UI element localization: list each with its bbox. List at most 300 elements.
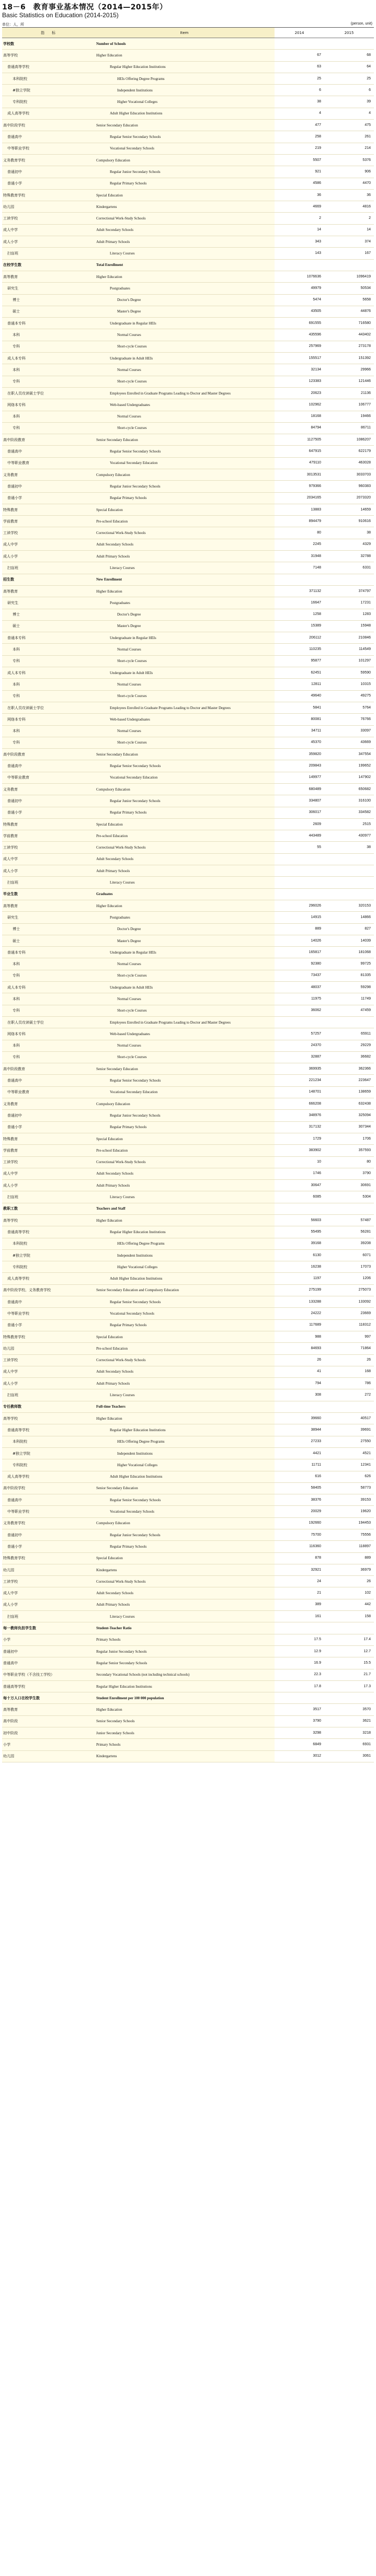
value-2015: 475 bbox=[324, 120, 374, 131]
header-year-2015: 2015 bbox=[324, 28, 374, 38]
row-label-chinese: 博士 bbox=[2, 923, 94, 935]
value-2015: 25 bbox=[324, 73, 374, 84]
table-row bbox=[2, 760, 374, 772]
value-2015: 19466 bbox=[324, 411, 374, 422]
value-2015: 23669 bbox=[324, 1308, 374, 1319]
row-label-english: Primary Schools bbox=[94, 1634, 275, 1645]
value-2014: 55495 bbox=[275, 1226, 324, 1238]
value-2015 bbox=[324, 1622, 374, 1634]
table-row bbox=[2, 1086, 374, 1098]
row-label-chinese: 普通初中 bbox=[2, 1645, 94, 1657]
row-label-english: Adult Primary Schools bbox=[94, 1599, 275, 1610]
row-label-chinese: 普通高等学校 bbox=[2, 1680, 94, 1692]
value-2014: 55 bbox=[275, 842, 324, 853]
row-label-english: Regular Senior Secondary Schools bbox=[94, 131, 275, 143]
value-2015: 5658 bbox=[324, 294, 374, 306]
row-label-chinese: 每一教师负担学生数 bbox=[2, 1622, 94, 1634]
row-label-chinese: 扫盲班 bbox=[2, 1191, 94, 1203]
row-label-chinese: 幼儿园 bbox=[2, 1564, 94, 1575]
table-row bbox=[2, 1145, 374, 1156]
row-label-english: Higher Education bbox=[94, 1704, 275, 1715]
value-2015: 64 bbox=[324, 61, 374, 73]
value-2015: 5304 bbox=[324, 1191, 374, 1203]
table-row bbox=[2, 702, 374, 713]
value-2015: 3061 bbox=[324, 1750, 374, 1762]
table-row bbox=[2, 1599, 374, 1610]
table-row bbox=[2, 1238, 374, 1249]
page-title-chinese: 18－6 教育事业基本情况（2014—2015年） bbox=[2, 3, 167, 11]
table-row bbox=[2, 1296, 374, 1308]
row-label-chinese: 义务教育 bbox=[2, 784, 94, 795]
table-row bbox=[2, 1645, 374, 1657]
value-2014: 24 bbox=[275, 1576, 324, 1587]
value-2014: 32134 bbox=[275, 364, 324, 376]
table-row bbox=[2, 120, 374, 131]
value-2014: 317132 bbox=[275, 1121, 324, 1133]
table-row bbox=[2, 1657, 374, 1669]
value-2014: 80081 bbox=[275, 714, 324, 725]
value-2015 bbox=[324, 1203, 374, 1214]
value-2014: 7148 bbox=[275, 562, 324, 574]
row-label-english: Regular Primary Schools bbox=[94, 1121, 275, 1133]
table-row bbox=[2, 690, 374, 702]
row-label-chinese: 成人中学 bbox=[2, 539, 94, 550]
row-label-english: Short-cycle Courses bbox=[94, 1005, 275, 1016]
value-2015: 650682 bbox=[324, 784, 374, 795]
value-2014: 12.9 bbox=[275, 1645, 324, 1657]
table-row bbox=[2, 772, 374, 783]
value-2014: 11975 bbox=[275, 993, 324, 1005]
value-2014: 31948 bbox=[275, 551, 324, 562]
table-row bbox=[2, 283, 374, 294]
row-label-chinese: 本科 bbox=[2, 958, 94, 970]
row-label-chinese: 成人小学 bbox=[2, 551, 94, 562]
value-2014: 306017 bbox=[275, 807, 324, 818]
value-2014: 616 bbox=[275, 1471, 324, 1482]
value-2014 bbox=[275, 259, 324, 271]
row-label-english: Regular Junior Secondary Schools bbox=[94, 1110, 275, 1121]
value-2014 bbox=[275, 1622, 324, 1634]
unit-label-english: (person, unit) bbox=[350, 22, 372, 26]
value-2015: 68 bbox=[324, 50, 374, 61]
row-label-chinese: #独立学院 bbox=[2, 1447, 94, 1459]
value-2015: 320153 bbox=[324, 900, 374, 911]
row-label-chinese: 成人中学 bbox=[2, 224, 94, 236]
row-label-english: Doctor's Degree bbox=[94, 294, 275, 306]
value-2014: 11711 bbox=[275, 1459, 324, 1471]
table-row bbox=[2, 620, 374, 632]
row-label-chinese: 成人高等学校 bbox=[2, 1471, 94, 1482]
value-2014: 49640 bbox=[275, 690, 324, 702]
value-2015 bbox=[324, 877, 374, 888]
row-label-english: Compulsory Education bbox=[94, 154, 275, 166]
row-label-english: Regular Junior Secondary Schools bbox=[94, 795, 275, 807]
value-2014: 4669 bbox=[275, 201, 324, 213]
table-row bbox=[2, 1739, 374, 1750]
table-row bbox=[2, 1040, 374, 1051]
row-label-english: Special Education bbox=[94, 1552, 275, 1564]
value-2014: 102962 bbox=[275, 399, 324, 411]
row-label-chinese: 高等教育 bbox=[2, 1704, 94, 1715]
row-label-english: Primary Schools bbox=[94, 1739, 275, 1750]
row-label-chinese: 高中阶段教育 bbox=[2, 1063, 94, 1075]
value-2015: 307344 bbox=[324, 1121, 374, 1133]
value-2015: 210846 bbox=[324, 632, 374, 644]
row-label-chinese: 研究生 bbox=[2, 912, 94, 923]
value-2014: 45370 bbox=[275, 737, 324, 748]
row-label-english: Correctional Work-Study Schools bbox=[94, 1156, 275, 1168]
value-2015: 181068 bbox=[324, 947, 374, 958]
value-2015: 47459 bbox=[324, 1005, 374, 1016]
value-2014: 80 bbox=[275, 527, 324, 539]
value-2015: 827 bbox=[324, 923, 374, 935]
row-label-chinese: #独立学院 bbox=[2, 85, 94, 96]
row-label-english: Web-based Undergraduates bbox=[94, 1028, 275, 1040]
row-label-english: Normal Courses bbox=[94, 679, 275, 690]
table-row bbox=[2, 1611, 374, 1622]
row-label-chinese: 专科 bbox=[2, 737, 94, 748]
row-label-chinese: 在校学生数 bbox=[2, 259, 94, 271]
value-2014: 30647 bbox=[275, 1180, 324, 1191]
table-row bbox=[2, 201, 374, 213]
row-label-english: Short-cycle Courses bbox=[94, 655, 275, 667]
table-row bbox=[2, 411, 374, 422]
value-2015: 15948 bbox=[324, 620, 374, 632]
value-2014: 13883 bbox=[275, 504, 324, 515]
table-row bbox=[2, 1389, 374, 1401]
value-2015: 4 bbox=[324, 108, 374, 119]
row-label-chinese: 工读学校 bbox=[2, 1354, 94, 1366]
value-2015: 39208 bbox=[324, 1238, 374, 1249]
table-row bbox=[2, 1191, 374, 1203]
value-2015: 167 bbox=[324, 248, 374, 259]
row-label-english: Special Education bbox=[94, 504, 275, 515]
value-2015: 26 bbox=[324, 1354, 374, 1366]
row-label-english: HEIs Offering Degree Programs bbox=[94, 73, 275, 84]
value-2015: 443402 bbox=[324, 329, 374, 341]
table-row bbox=[2, 1471, 374, 1482]
table-row bbox=[2, 644, 374, 655]
value-2014: 647915 bbox=[275, 446, 324, 457]
value-2015: 2073320 bbox=[324, 492, 374, 504]
row-label-chinese: 本科 bbox=[2, 679, 94, 690]
row-label-english: Pre-school Education bbox=[94, 1145, 275, 1156]
value-2014: 165817 bbox=[275, 947, 324, 958]
row-label-chinese: 专科院校 bbox=[2, 1459, 94, 1471]
value-2015: 334582 bbox=[324, 807, 374, 818]
table-row bbox=[2, 364, 374, 376]
value-2014: 67 bbox=[275, 50, 324, 61]
row-label-english: Higher Vocational Colleges bbox=[94, 1459, 275, 1471]
row-label-chinese: 专科院校 bbox=[2, 96, 94, 108]
row-label-english: Normal Courses bbox=[94, 411, 275, 422]
row-label-english: Regular Higher Education Institutions bbox=[94, 1226, 275, 1238]
row-label-chinese: 专科 bbox=[2, 1051, 94, 1063]
value-2014: 1258 bbox=[275, 609, 324, 620]
row-label-english: Regular Higher Education Institutions bbox=[94, 1424, 275, 1436]
value-2015: 10315 bbox=[324, 679, 374, 690]
value-2014 bbox=[275, 853, 324, 865]
value-2015 bbox=[324, 888, 374, 900]
row-label-chinese: 在职人员攻读硕士学位 bbox=[2, 1016, 94, 1028]
row-label-english: Regular Primary Schools bbox=[94, 178, 275, 189]
table-row bbox=[2, 1378, 374, 1389]
row-label-chinese: 工读学校 bbox=[2, 213, 94, 224]
row-label-english: Literacy Courses bbox=[94, 1191, 275, 1203]
table-row bbox=[2, 96, 374, 108]
value-2015: 147902 bbox=[324, 772, 374, 783]
row-label-chinese: 网络本专科 bbox=[2, 714, 94, 725]
value-2014: 889 bbox=[275, 923, 324, 935]
row-label-english: Higher Education bbox=[94, 1214, 275, 1226]
row-label-chinese: 专科 bbox=[2, 376, 94, 387]
row-label-chinese: 高等教育 bbox=[2, 900, 94, 911]
value-2015: 39 bbox=[324, 96, 374, 108]
table-row bbox=[2, 1715, 374, 1727]
row-label-chinese: 本科院校 bbox=[2, 1436, 94, 1447]
value-2015: 43669 bbox=[324, 737, 374, 748]
value-2015: 906 bbox=[324, 166, 374, 178]
value-2014: 691555 bbox=[275, 318, 324, 329]
row-label-chinese: 工读学校 bbox=[2, 842, 94, 853]
table-row bbox=[2, 1541, 374, 1552]
value-2015: 374797 bbox=[324, 585, 374, 597]
value-2015: 36682 bbox=[324, 1051, 374, 1063]
table-row bbox=[2, 1098, 374, 1110]
table-row bbox=[2, 527, 374, 539]
row-label-english: Adult Secondary Schools bbox=[94, 539, 275, 550]
row-label-chinese: 小学 bbox=[2, 1634, 94, 1645]
row-label-chinese: 高中阶段学校、义务教育学校 bbox=[2, 1284, 94, 1296]
value-2014: 38944 bbox=[275, 1424, 324, 1436]
table-row bbox=[2, 609, 374, 620]
row-label-english: Regular Senior Secondary Schools bbox=[94, 1494, 275, 1506]
value-2014: 18168 bbox=[275, 411, 324, 422]
value-2014: 92380 bbox=[275, 958, 324, 970]
value-2014: 371132 bbox=[275, 585, 324, 597]
row-label-english: Adult Secondary Schools bbox=[94, 1587, 275, 1599]
row-label-chinese: 普通小学 bbox=[2, 492, 94, 504]
row-label-english: Normal Courses bbox=[94, 725, 275, 737]
value-2015: 430977 bbox=[324, 830, 374, 842]
unit-label-chinese: 单位：人，所 bbox=[2, 22, 24, 27]
table-row bbox=[2, 1680, 374, 1692]
table-row bbox=[2, 1005, 374, 1016]
value-2014: 296026 bbox=[275, 900, 324, 911]
value-2015: 30691 bbox=[324, 1180, 374, 1191]
value-2014 bbox=[275, 1016, 324, 1028]
value-2015: 27550 bbox=[324, 1436, 374, 1447]
value-2014: 666208 bbox=[275, 1098, 324, 1110]
table-row bbox=[2, 1634, 374, 1645]
value-2015: 44876 bbox=[324, 306, 374, 317]
value-2014: 10 bbox=[275, 1156, 324, 1168]
value-2015: 357593 bbox=[324, 1145, 374, 1156]
value-2014: 36062 bbox=[275, 1005, 324, 1016]
value-2014: 75700 bbox=[275, 1529, 324, 1541]
table-row bbox=[2, 446, 374, 457]
value-2015: 50534 bbox=[324, 283, 374, 294]
value-2015: 12341 bbox=[324, 1459, 374, 1471]
row-label-chinese: 特殊教育学校 bbox=[2, 189, 94, 201]
row-label-chinese: 本科 bbox=[2, 1040, 94, 1051]
row-label-english: Undergraduate in Regular HEIs bbox=[94, 632, 275, 644]
row-label-chinese: 普通高中 bbox=[2, 760, 94, 772]
table-row bbox=[2, 842, 374, 853]
row-label-chinese: 中等职业学校（不含技工学校） bbox=[2, 1669, 94, 1680]
row-label-english: Correctional Work-Study Schools bbox=[94, 1354, 275, 1366]
value-2014 bbox=[275, 1203, 324, 1214]
value-2015: 316100 bbox=[324, 795, 374, 807]
row-label-chinese: 扫盲班 bbox=[2, 562, 94, 574]
row-label-english: Senior Secondary Education bbox=[94, 1482, 275, 1494]
row-label-chinese: 网络本专科 bbox=[2, 399, 94, 411]
value-2015: 223647 bbox=[324, 1075, 374, 1086]
table-row bbox=[2, 504, 374, 515]
row-label-english: Short-cycle Courses bbox=[94, 970, 275, 981]
row-label-chinese: 教职工数 bbox=[2, 1203, 94, 1214]
row-label-english: Special Education bbox=[94, 1331, 275, 1342]
row-label-english: Literacy Courses bbox=[94, 562, 275, 574]
table-row bbox=[2, 737, 374, 748]
value-2014: 21 bbox=[275, 1587, 324, 1599]
value-2014: 257969 bbox=[275, 341, 324, 352]
value-2015: 214 bbox=[324, 143, 374, 154]
row-label-chinese: 中等职业学校 bbox=[2, 1308, 94, 1319]
table-row bbox=[2, 306, 374, 317]
table-row bbox=[2, 1727, 374, 1739]
value-2015: 622179 bbox=[324, 446, 374, 457]
value-2014: 389 bbox=[275, 1599, 324, 1610]
value-2015: 114549 bbox=[324, 644, 374, 655]
row-label-english: HEIs Offering Degree Programs bbox=[94, 1238, 275, 1249]
value-2014: 62451 bbox=[275, 667, 324, 679]
table-row bbox=[2, 958, 374, 970]
value-2014: 63 bbox=[275, 61, 324, 73]
section-header-row bbox=[2, 1401, 374, 1412]
table-row bbox=[2, 1587, 374, 1599]
table-row bbox=[2, 178, 374, 189]
table-row bbox=[2, 1750, 374, 1762]
row-label-english: Senior Secondary Education bbox=[94, 120, 275, 131]
row-label-english: Higher Education bbox=[94, 271, 275, 282]
row-label-english: Regular Junior Secondary Schools bbox=[94, 166, 275, 178]
table-row bbox=[2, 1354, 374, 1366]
value-2014: 308 bbox=[275, 1389, 324, 1401]
value-2014: 38 bbox=[275, 96, 324, 108]
table-row bbox=[2, 131, 374, 143]
table-row bbox=[2, 248, 374, 259]
row-label-english: Kindergartens bbox=[94, 201, 275, 213]
value-2015: 6931 bbox=[324, 1739, 374, 1750]
table-row bbox=[2, 1447, 374, 1459]
table-row bbox=[2, 970, 374, 981]
row-label-chinese: 成人高等学校 bbox=[2, 108, 94, 119]
value-2015: 4521 bbox=[324, 1447, 374, 1459]
table-row bbox=[2, 85, 374, 96]
section-header-row bbox=[2, 1692, 374, 1704]
table-row bbox=[2, 108, 374, 119]
table-row bbox=[2, 1308, 374, 1319]
row-label-chinese: 普通初中 bbox=[2, 795, 94, 807]
row-label-english: Senior Secondary Education bbox=[94, 749, 275, 760]
row-label-english: Pre-school Education bbox=[94, 830, 275, 842]
row-label-english: Undergraduate in Regular HEIs bbox=[94, 318, 275, 329]
row-label-english: Undergraduate in Adult HEIs bbox=[94, 982, 275, 993]
row-label-english: Postgraduates bbox=[94, 912, 275, 923]
table-row bbox=[2, 1506, 374, 1517]
table-row bbox=[2, 213, 374, 224]
table-row bbox=[2, 1156, 374, 1168]
value-2015: 29966 bbox=[324, 364, 374, 376]
table-row bbox=[2, 818, 374, 830]
row-label-chinese: 成人本专科 bbox=[2, 667, 94, 679]
table-row bbox=[2, 784, 374, 795]
row-label-english: Literacy Courses bbox=[94, 1389, 275, 1401]
table-row bbox=[2, 143, 374, 154]
value-2015: 442 bbox=[324, 1599, 374, 1610]
row-label-english: Correctional Work-Study Schools bbox=[94, 527, 275, 539]
row-label-english: Undergraduate in Regular HEIs bbox=[94, 947, 275, 958]
value-2015: 17.3 bbox=[324, 1680, 374, 1692]
row-label-chinese: 学前教育 bbox=[2, 830, 94, 842]
row-label-chinese: 学前教育 bbox=[2, 1145, 94, 1156]
row-label-chinese: 本科 bbox=[2, 644, 94, 655]
value-2015: 138659 bbox=[324, 1086, 374, 1098]
value-2015: 86711 bbox=[324, 422, 374, 434]
value-2014: 117689 bbox=[275, 1319, 324, 1331]
table-row bbox=[2, 1168, 374, 1179]
value-2015: 2 bbox=[324, 213, 374, 224]
row-label-chinese: 研究生 bbox=[2, 283, 94, 294]
row-label-chinese: 扫盲班 bbox=[2, 1389, 94, 1401]
value-2014: 192660 bbox=[275, 1517, 324, 1529]
row-label-chinese: 特殊教育 bbox=[2, 1133, 94, 1144]
value-2015: 463028 bbox=[324, 457, 374, 469]
row-label-chinese: 工读学校 bbox=[2, 527, 94, 539]
value-2015: 14039 bbox=[324, 935, 374, 946]
row-label-english: Vocational Secondary Schools bbox=[94, 143, 275, 154]
value-2014: 6 bbox=[275, 85, 324, 96]
row-label-chinese: 普通小学 bbox=[2, 1121, 94, 1133]
row-label-english: Full-time Teachers bbox=[94, 1401, 275, 1412]
table-row bbox=[2, 1273, 374, 1284]
table-row bbox=[2, 1529, 374, 1541]
value-2014: 110235 bbox=[275, 644, 324, 655]
row-label-chinese: 初中阶段 bbox=[2, 1727, 94, 1739]
value-2014: 22.3 bbox=[275, 1669, 324, 1680]
row-label-english: Adult Higher Education Institutions bbox=[94, 1273, 275, 1284]
row-label-english: Correctional Work-Study Schools bbox=[94, 842, 275, 853]
table-row bbox=[2, 1121, 374, 1133]
value-2014: 17.5 bbox=[275, 1634, 324, 1645]
row-label-english: Undergraduate in Adult HEIs bbox=[94, 353, 275, 364]
value-2014: 5841 bbox=[275, 702, 324, 713]
table-row bbox=[2, 1343, 374, 1354]
row-label-english: Senior Secondary Education bbox=[94, 1063, 275, 1075]
value-2015: 325094 bbox=[324, 1110, 374, 1121]
row-label-english: Employees Enrolled in Graduate Programs Leading to Doctor and Master Degrees bbox=[94, 387, 275, 399]
row-label-english: Regular Primary Schools bbox=[94, 1319, 275, 1331]
value-2015: 21136 bbox=[324, 387, 374, 399]
row-label-english: Compulsory Education bbox=[94, 1517, 275, 1529]
value-2014 bbox=[275, 1401, 324, 1412]
row-label-chinese: 特殊教育学校 bbox=[2, 1331, 94, 1342]
row-label-chinese: 扫盲班 bbox=[2, 877, 94, 888]
value-2015: 32788 bbox=[324, 551, 374, 562]
table-header-row bbox=[2, 28, 374, 38]
value-2015: 4329 bbox=[324, 539, 374, 550]
